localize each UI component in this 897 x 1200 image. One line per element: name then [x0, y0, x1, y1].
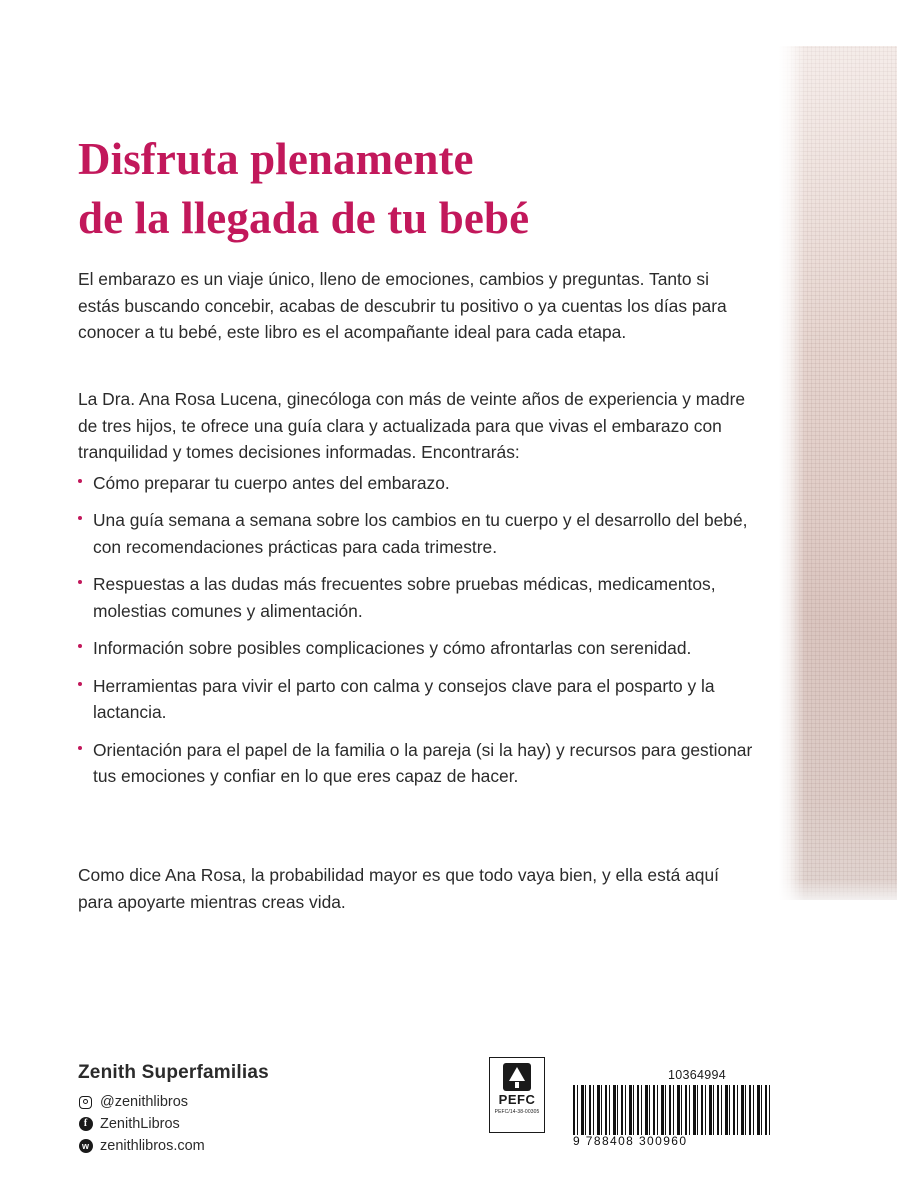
bullet-dot-icon [78, 682, 82, 686]
list-item-text: Cómo preparar tu cuerpo antes del embarazo. [93, 473, 450, 493]
website-url: zenithlibros.com [100, 1138, 205, 1154]
pefc-label: PEFC [498, 1092, 536, 1107]
page-title [78, 130, 698, 247]
facebook-icon: f [78, 1117, 93, 1132]
barcode-bars [573, 1085, 773, 1135]
bullet-dot-icon [78, 644, 82, 648]
list-item-text: Orientación para el papel de la familia o la pareja (si la hay) y recursos para gestionar tus emociones y confiar en lo que eres capaz de hacer. [93, 739, 753, 787]
bullet-dot-icon [78, 479, 82, 483]
list-item [78, 737, 768, 790]
bullet-dot-icon [78, 580, 82, 584]
title-line-2: de la llegada de tu bebé [78, 192, 530, 243]
list-item [78, 673, 768, 726]
bullet-dot-icon [78, 746, 82, 750]
list-item-text: Respuestas a las dudas más frecuentes sobre pruebas médicas, medicamentos, molestias comunes y alimentación. [93, 574, 716, 621]
instagram-icon [78, 1095, 93, 1110]
social-links [78, 1092, 205, 1158]
list-item-text: Una guía semana a semana sobre los cambios en tu cuerpo y el desarrollo del bebé, con recomendaciones prácticas para cada trimestre. [93, 510, 748, 557]
pefc-logo [489, 1057, 545, 1133]
pefc-code: PEFC/14-38-00305 [494, 1109, 540, 1115]
website-icon: w [78, 1139, 93, 1154]
list-item [78, 635, 768, 661]
list-item [78, 470, 768, 496]
imprint-name: Zenith Superfamilias [78, 1062, 269, 1083]
barcode [573, 1085, 773, 1135]
product-code: 10364994 [668, 1068, 727, 1082]
list-item-text: Herramientas para vivir el parto con calma y consejos clave para el posparto y la lactancia. [93, 675, 715, 723]
list-item [78, 571, 768, 624]
title-line-1: Disfruta plenamente [78, 134, 474, 185]
bullet-dot-icon [78, 516, 82, 520]
social-link-facebook[interactable] [78, 1114, 205, 1134]
instagram-handle: @zenithlibros [100, 1094, 189, 1110]
social-link-instagram[interactable] [78, 1092, 205, 1112]
author-paragraph: La Dra. Ana Rosa Lucena, ginecóloga con más de veinte años de experiencia y madre de tres hijos, te ofrece una guía clara y actualizada para que vivas el embarazo con tranquilidad y tomes decisiones informadas. Encontrarás: [78, 389, 746, 463]
list-item-text: Información sobre posibles complicaciones y cómo afrontarlas con serenidad. [93, 638, 692, 659]
barcode-digits: 9 788408 300960 [573, 1134, 688, 1148]
features-list [78, 470, 768, 801]
intro-paragraph: El embarazo es un viaje único, lleno de emociones, cambios y preguntas. Tanto si estás buscando concebir, acabas de descubrir tu positivo o ya cuentas los días para conocer a tu bebé, este libro es el acompañante ideal para cada etapa. [78, 269, 727, 343]
facebook-handle: ZenithLibros [100, 1116, 180, 1132]
closing-paragraph: Como dice Ana Rosa, la probabilidad mayor es que todo vaya bien, y ella está aquí para apoyarte mientras creas vida. [78, 865, 719, 912]
pefc-tree-icon [503, 1063, 531, 1091]
social-link-website[interactable] [78, 1136, 205, 1156]
list-item [78, 507, 768, 560]
